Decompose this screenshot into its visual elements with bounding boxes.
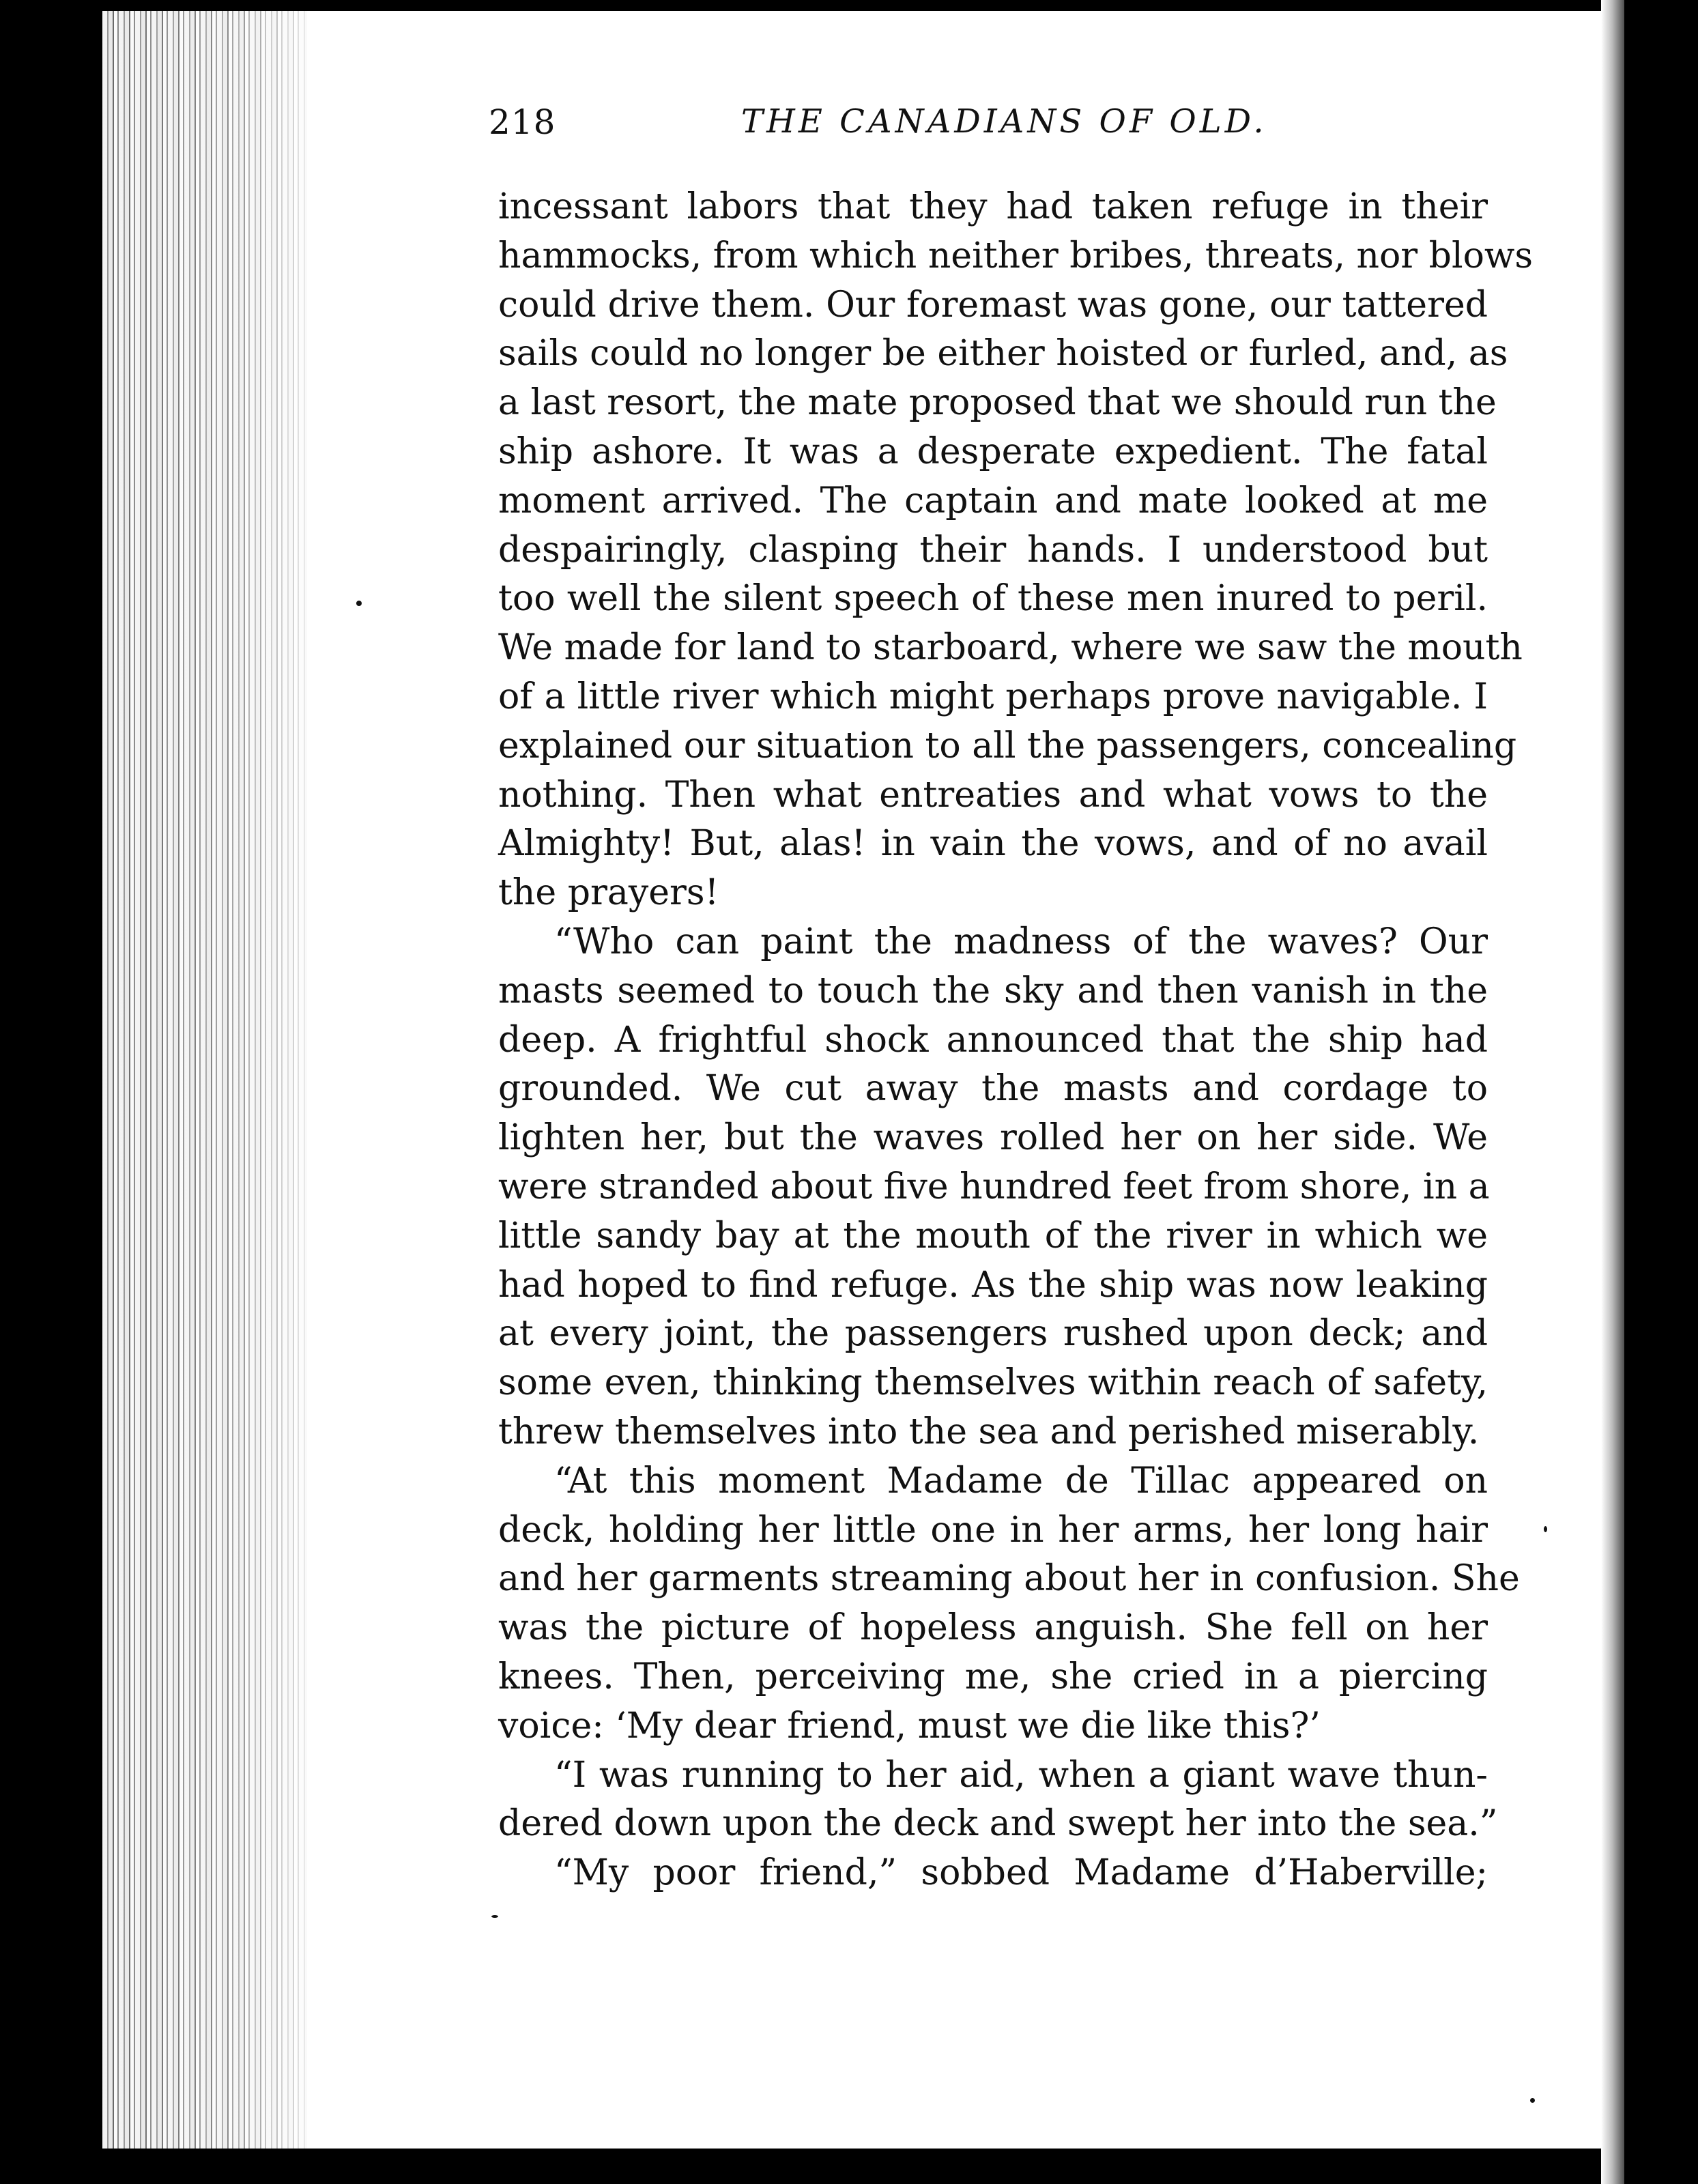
text-line: threw themselves into the sea and perished miserably. — [498, 1411, 1480, 1452]
text-line: could drive them. Our foremast was gone, our tattered — [498, 284, 1488, 326]
text-line: despairingly, clasping their hands. I understood but — [498, 529, 1488, 571]
text-line: lighten her, but the waves rolled her on her side. We — [498, 1117, 1488, 1159]
scan-speck — [356, 601, 362, 606]
text-line: voice: ‘My dear friend, must we die like this?’ — [498, 1705, 1321, 1747]
text-line: was the picture of hopeless anguish. She fell on her — [498, 1607, 1488, 1649]
text-line: some even, thinking themselves within reach of safety, — [498, 1362, 1488, 1404]
text-line: and her garments streaming about her in confusion. She — [498, 1558, 1520, 1600]
text-line-paragraph-start: “Who can paint the madness of the waves? Our — [554, 921, 1488, 962]
scanner-border-left — [0, 0, 102, 2184]
page-number: 218 — [489, 102, 556, 142]
gutter-shadow — [102, 11, 334, 2149]
text-line: dered down upon the deck and swept her into the sea.” — [498, 1803, 1498, 1845]
text-line: incessant labors that they had taken refuge in their — [498, 186, 1488, 227]
text-line-paragraph-start: “My poor friend,” sobbed Madame d’Haberville; — [554, 1852, 1488, 1894]
text-line: masts seemed to touch the sky and then vanish in the — [498, 970, 1488, 1011]
scan-speck — [1530, 2098, 1535, 2103]
scan-speck — [491, 1915, 498, 1918]
text-line: ship ashore. It was a desperate expedient. The fatal — [498, 431, 1488, 472]
text-line: of a little river which might perhaps prove navigable. I — [498, 676, 1488, 717]
text-line: explained our situation to all the passengers, concealing — [498, 725, 1517, 766]
text-line: moment arrived. The captain and mate looked at me — [498, 480, 1488, 521]
text-line: were stranded about five hundred feet from shore, in a — [498, 1166, 1490, 1207]
scanner-border-top — [0, 0, 1698, 11]
text-line: knees. Then, perceiving me, she cried in a piercing — [498, 1656, 1488, 1697]
text-line: We made for land to starboard, where we saw the mouth — [498, 627, 1523, 669]
text-line: the prayers! — [498, 872, 719, 914]
text-line: little sandy bay at the mouth of the river in which we — [498, 1215, 1488, 1256]
text-line: hammocks, from which neither bribes, threats, nor blows — [498, 235, 1534, 276]
text-line: too well the silent speech of these men inured to peril. — [498, 578, 1488, 620]
scanner-border-bottom — [0, 2149, 1698, 2184]
text-line: sails could no longer be either hoisted or furled, and, as — [498, 333, 1508, 375]
text-line-paragraph-start: “I was running to her aid, when a giant wave thun- — [554, 1754, 1488, 1796]
text-line-paragraph-start: “At this moment Madame de Tillac appeared on — [554, 1460, 1488, 1502]
text-line: grounded. We cut away the masts and cordage to — [498, 1068, 1488, 1110]
running-title: THE CANADIANS OF OLD. — [741, 102, 1267, 141]
text-line: deep. A frightful shock announced that the ship had — [498, 1019, 1488, 1061]
body-text — [498, 183, 1534, 1898]
text-line: Almighty! But, alas! in vain the vows, and of no avail — [498, 823, 1488, 865]
text-line: had hoped to find refuge. As the ship was now leaking — [498, 1264, 1488, 1306]
text-line: deck, holding her little one in her arms, her long hair — [498, 1509, 1488, 1551]
text-line: nothing. Then what entreaties and what vows to the — [498, 774, 1488, 816]
text-line: a last resort, the mate proposed that we should run the — [498, 382, 1497, 424]
scanner-border-right — [1624, 0, 1698, 2184]
scan-speck — [1544, 1526, 1547, 1532]
text-line: at every joint, the passengers rushed upon deck; and — [498, 1313, 1488, 1355]
running-head — [489, 102, 1492, 157]
